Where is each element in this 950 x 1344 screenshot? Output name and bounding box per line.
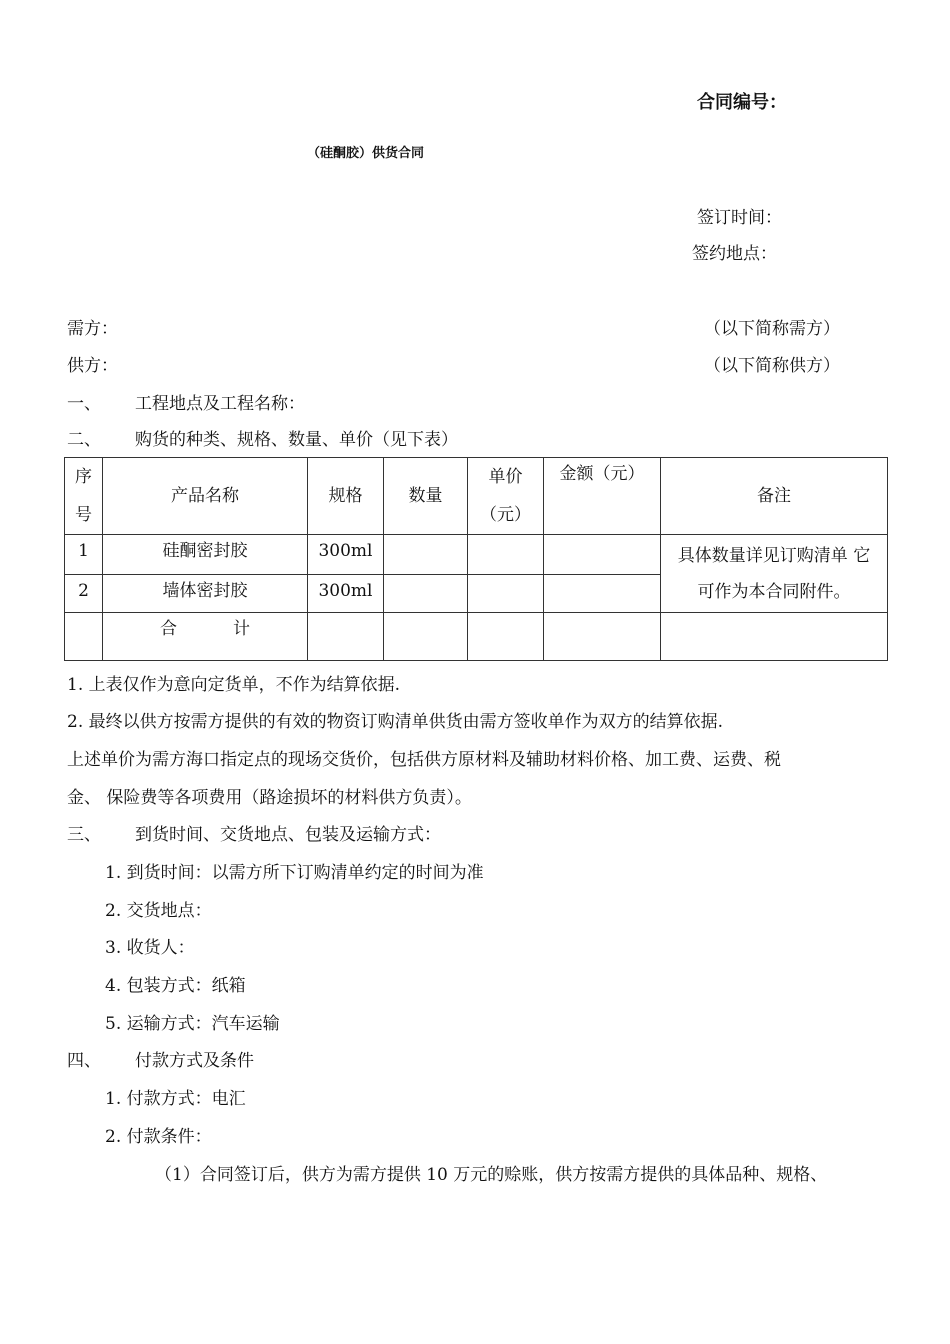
header-quantity: 数量 (384, 458, 468, 535)
section-3-item: 3. 收货人： (105, 938, 195, 958)
section-3-item: 2. 交货地点： (105, 901, 212, 921)
section-3-item: 4. 包装方式：纸箱 (105, 976, 246, 996)
sign-time-label: 签订时间： (697, 208, 782, 228)
note-1: 1. 上表仅作为意向定货单，不作为结算依据. (67, 675, 401, 695)
total-label-char2: 计 (233, 619, 250, 639)
section-4-number: 四、 (67, 1051, 101, 1071)
header-seq (65, 458, 103, 535)
header-amount: 金额（元） (544, 458, 661, 535)
total-amount-cell (544, 613, 661, 661)
remark-line1: 具体数量详见订购清单 它 (677, 545, 871, 566)
header-remark: 备注 (661, 458, 888, 535)
section-4-item: 2. 付款条件： (105, 1127, 212, 1147)
section-1-number: 一、 (67, 394, 101, 414)
row-amount (544, 575, 661, 613)
section-4-item: 1. 付款方式：电汇 (105, 1089, 246, 1109)
sign-place-label: 签约地点： (692, 244, 777, 264)
total-remark-cell (661, 613, 888, 661)
note-2: 2. 最终以供方按需方提供的有效的物资订购清单供货由需方签收单作为双方的结算依据. (67, 712, 724, 732)
table-header-row (65, 458, 888, 535)
section-3-title: 到货时间、交货地点、包装及运输方式： (135, 825, 441, 845)
row-quantity (384, 575, 468, 613)
row-spec: 300ml (308, 535, 384, 575)
seller-note: （以下简称供方） (704, 356, 840, 376)
total-seq-cell (65, 613, 103, 661)
section-3-number: 三、 (67, 825, 101, 845)
contract-number-label: 合同编号： (697, 92, 787, 113)
price-paragraph-line2: 金、 保险费等各项费用（路途损坏的材料供方负责）。 (67, 788, 472, 808)
buyer-label: 需方： (67, 319, 118, 339)
section-4-title: 付款方式及条件 (135, 1051, 254, 1071)
row-seq: 2 (65, 575, 103, 613)
total-spec-cell (308, 613, 384, 661)
goods-table (64, 457, 888, 661)
row-spec: 300ml (308, 575, 384, 613)
table-total-row (65, 613, 888, 661)
section-2-title: 购货的种类、规格、数量、单价（见下表） (135, 430, 458, 450)
header-unit-price (468, 458, 544, 535)
remark-line2: 可作为本合同附件。 (697, 581, 851, 602)
section-1-title: 工程地点及工程名称： (135, 394, 305, 414)
header-seq-line2: 号 (75, 505, 92, 525)
header-price-line1: 单价 (488, 467, 523, 487)
row-unit-price (468, 575, 544, 613)
row-product-name: 硅酮密封胶 (103, 535, 308, 575)
row-amount (544, 535, 661, 575)
total-label (103, 613, 308, 661)
buyer-note: （以下简称需方） (704, 319, 840, 339)
section-3-item: 5. 运输方式：汽车运输 (105, 1014, 280, 1034)
row-quantity (384, 535, 468, 575)
table-row (65, 535, 888, 575)
payment-condition-1: （1）合同签订后，供方为需方提供 10 万元的赊账，供方按需方提供的具体品种、规格、 (155, 1165, 828, 1185)
section-2-number: 二、 (67, 430, 101, 450)
total-qty-cell (384, 613, 468, 661)
row-product-name: 墙体密封胶 (103, 575, 308, 613)
row-seq: 1 (65, 535, 103, 575)
header-spec: 规格 (308, 458, 384, 535)
row-remark (661, 535, 888, 613)
total-price-cell (468, 613, 544, 661)
row-unit-price (468, 535, 544, 575)
header-seq-line1: 序 (75, 467, 92, 487)
price-paragraph-line1: 上述单价为需方海口指定点的现场交货价，包括供方原材料及辅助材料价格、加工费、运费、税 (67, 750, 781, 770)
total-label-char1: 合 (160, 619, 177, 639)
header-price-line2: （元） (480, 505, 531, 525)
seller-label: 供方： (67, 356, 118, 376)
header-product-name: 产品名称 (103, 458, 308, 535)
contract-title: （硅酮胶）供货合同 (307, 146, 425, 161)
section-3-item: 1. 到货时间：以需方所下订购清单约定的时间为准 (105, 863, 484, 883)
